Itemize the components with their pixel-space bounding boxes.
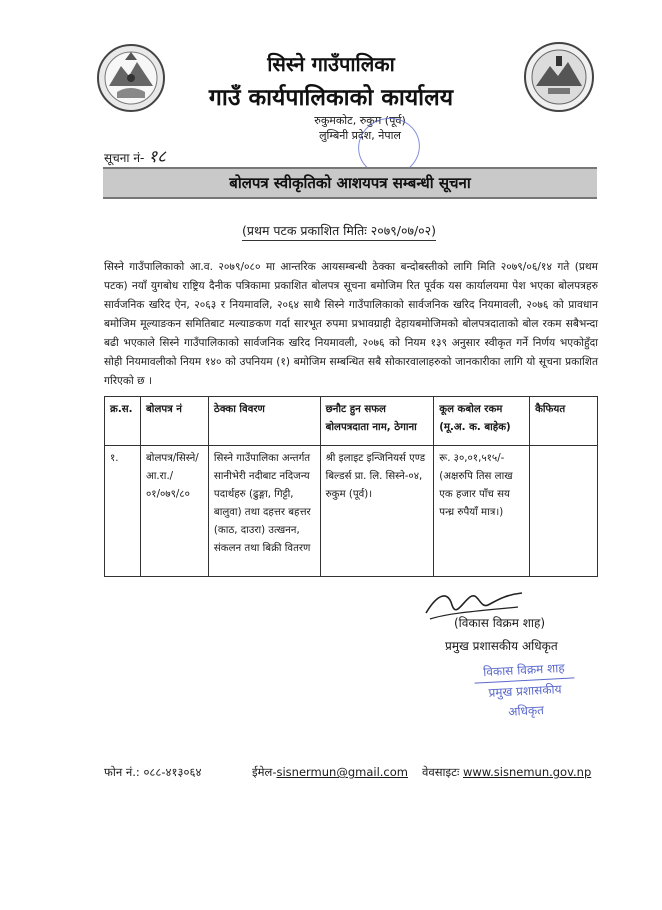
table-header-row (105, 397, 598, 446)
name-stamp (473, 657, 576, 723)
cell-bid-no: बोलपत्र/सिस्ने/आ.रा./०१/०७९/८० (140, 446, 208, 577)
cell-bidder: श्री इलाइट इन्जिनियर्स एण्ड बिल्डर्स प्रा. लि. सिस्ने-०४, रुकुम (पूर्व)। (320, 446, 434, 577)
footer-email (252, 765, 408, 780)
website-link[interactable]: www.sisnemun.gov.np (462, 765, 592, 779)
notice-number-label: सूचना नं- (104, 151, 145, 165)
stamp-line-2: प्रमुख प्रशासकीय अधिकृत (475, 677, 577, 723)
header-bidder: छनौट हुन सफल बोलपत्रदाता नाम, ठेगाना (320, 397, 434, 446)
header-amount: कूल कबोल रकम (मू.अ. क. बाहेक) (434, 397, 530, 446)
header-bid-no: बोलपत्र नं (140, 397, 208, 446)
cell-remarks (530, 446, 598, 577)
phone-label: फोन नं.: (104, 765, 140, 779)
header-remarks: कैफियत (530, 397, 598, 446)
published-date-line: (प्रथम पटक प्रकाशित मितिः २०७९/०७/०२) (242, 222, 436, 241)
cell-amount: रू. ३०,०१,५१५/- (अक्षरुपि तिस लाख एक हजार पाँच सय पन्ध्र रुपैयाँ मात्र।) (434, 446, 530, 577)
notice-body-paragraph: सिस्ने गाउँपालिकाको आ.व. २०७९/०८० मा आन्तरिक आयसम्बन्धी ठेक्का बन्दोबस्तीको लागि मिति २०७९/०६/१४ गते (प्रथम पटक) नयाँ युगबोध राष्ट्रिय दैनीक पत्रिकामा प्रकाशित बोलपत्र सूचना बमोजिम रित पूर्वक यस कार्यालयमा पेश भएका बोलपत्रहरु सार्वजनिक खरिद ऐन, २०६३ र नियमावलि, २०६४ साथै सिस्ने गाउँपालिकाको सार्वजनिक खरिद नियमावली, २०७६ को प्रावधान बमोजिम मूल्याङकन समितिबाट मल्याङकण गर्दा सारभूत रुपमा प्रभावग्राही देहायबमोजिमको बोलपत्रदाताको बोल रकम सबैभन्दा बढी भएकाले सिस्ने गाउँपालिकाको सार्वजनिक खरिद नियमावली, २०७६ को नियम १३९ अनुसार स्वीकृत गर्ने निर्णय भएकोहुँदा सोही नियमावलीको नियम १४० को उपनियम (१) बमोजिम सम्बन्धित सबै सोकारवालाहरुको जानकारीका लागि यो सूचना प्रकाशित गरिएको छ । (104, 261, 598, 387)
signatory-title: प्रमुख प्रशासकीय अधिकृत (445, 639, 558, 653)
footer-website (422, 765, 591, 780)
stamp-line-1: विकास विक्रम शाह (482, 660, 566, 680)
notice-banner-title: बोलपत्र स्वीकृतिको आशयपत्र सम्बन्धी सूचना (103, 167, 597, 199)
table-row (105, 446, 598, 577)
cell-description: सिस्ने गाउँपालिका अन्तर्गत सानीभेरी नदीबाट नदिजन्य पदार्थहरु (ढुङ्गा, गिट्टी, बालुवा) तथा दहत्तर बहत्तर (काठ, दाउरा) उत्खनन, संकलन तथा बिक्री वितरण (208, 446, 320, 577)
email-link[interactable]: sisnermun@gmail.com (276, 765, 408, 779)
website-label: वेवसाइटः (422, 765, 460, 779)
footer-phone (104, 765, 201, 780)
header-sn: क्र.स. (105, 397, 141, 446)
bid-table (104, 396, 598, 577)
municipality-title: सिस्ने गाउँपालिका (267, 52, 395, 76)
address-line-2: लुम्बिनी प्रदेश, नेपाल (319, 129, 401, 142)
notice-number (104, 144, 166, 167)
address-line-1: रुकुमकोट, रुकुम (पूर्व) (314, 114, 406, 127)
phone-value: ०८८-४१३०६४ (143, 765, 202, 779)
notice-number-value: १८ (148, 147, 166, 167)
office-title: गाउँ कार्यपालिकाको कार्यालय (208, 85, 454, 111)
signatory-name: (विकास विक्रम शाह) (454, 616, 546, 630)
cell-sn: १. (105, 446, 141, 577)
header-description: ठेक्का विवरण (208, 397, 320, 446)
email-label: ईमेल- (252, 765, 277, 779)
